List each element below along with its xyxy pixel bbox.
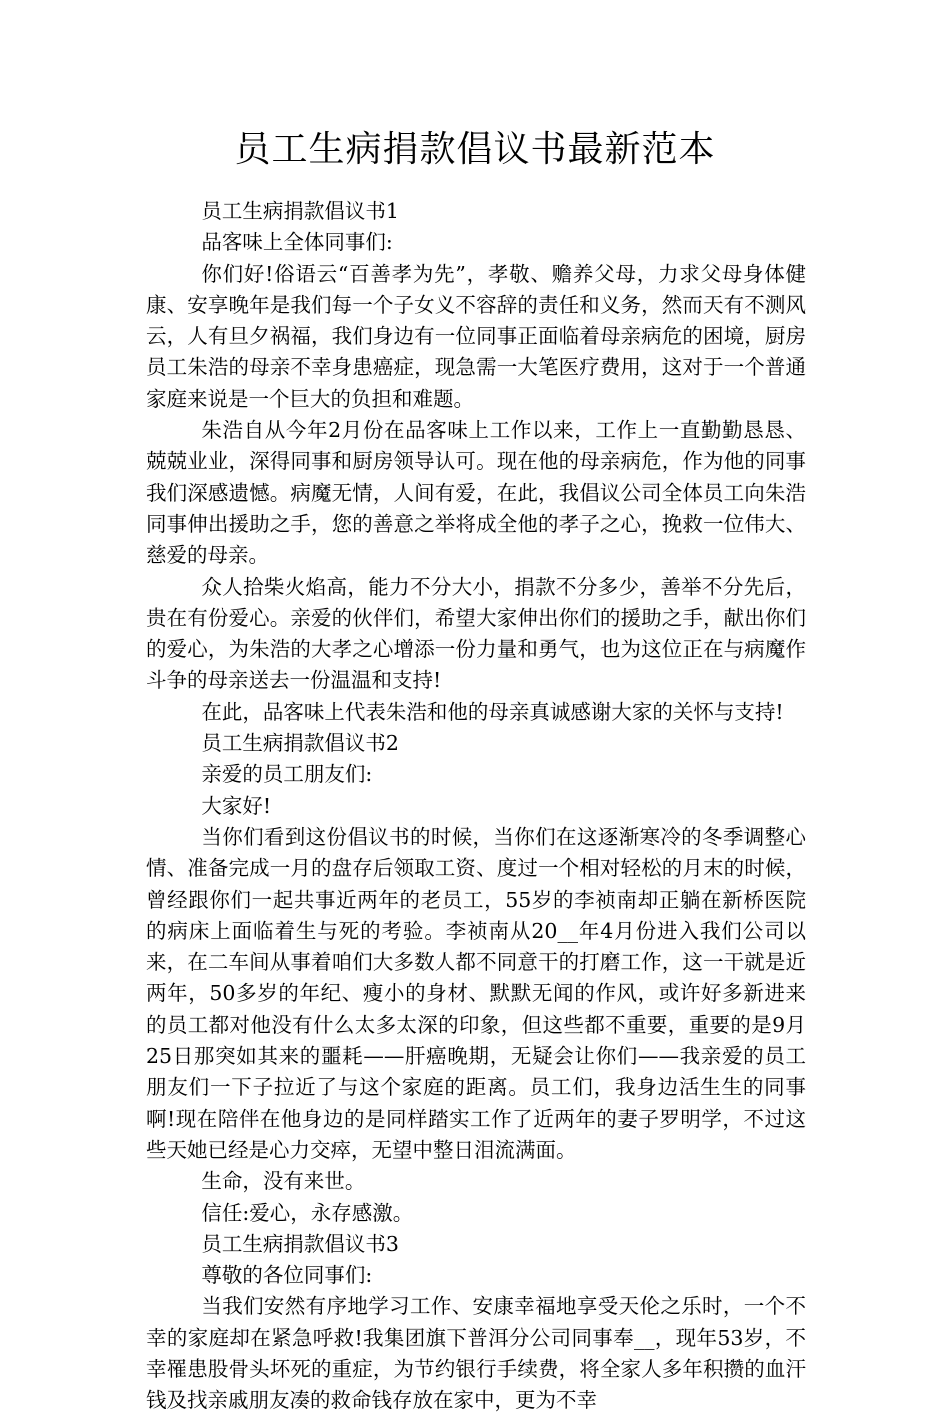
- salutation-1: 品客味上全体同事们:: [201, 230, 393, 255]
- body-paragraph: 当你们看到这份倡议书的时候，当你们在这逐渐寒冷的冬季调整心情、准备完成一月的盘存后领取工资、度过一个相对轻松的月末的时候，曾经跟你们一起共事近两年的老员工，55岁的李祯南却正躺在新桥医院的病床上面临着生与死的考验。李祯南从20__年4月份进入我们公司以来，在二车间从事着咱们大多数人都不同意干的打磨工作，这一干就是近两年，50多岁的年纪、瘦小的身材、默默无闻的作风，或许好多新进来的员工都对他没有什么太多太深的印象，但这些都不重要，重要的是9月25日那突如其来的噩耗——肝癌晚期，无疑会让你们——我亲爱的员工朋友们一下子拉近了与这个家庭的距离。员工们，我身边活生生的同事啊!现在陪伴在他身边的是同样踏实工作了近两年的妻子罗明学，不过这些天她已经是心力交瘁，无望中整日泪流满面。: [146, 824, 806, 1162]
- document-title: 员工生病捐款倡议书最新范本: [234, 129, 716, 170]
- section-heading-2: 员工生病捐款倡议书2: [201, 731, 399, 756]
- body-paragraph: 当我们安然有序地学习工作、安康幸福地享受天伦之乐时，一个不幸的家庭却在紧急呼救!我集团旗下普洱分公司同事奉__，现年53岁，不幸罹患股骨头坏死的重症，为节约银行手续费，将全家人多年积攒的血汗钱及找亲戚朋友凑的救命钱存放在家中，更为不幸: [146, 1294, 806, 1413]
- body-paragraph: 众人拾柴火焰高，能力不分大小，捐款不分多少，善举不分先后，贵在有份爱心。亲爱的伙伴们，希望大家伸出你们的援助之手，献出你们的爱心，为朱浩的大孝之心增添一份力量和勇气，也为这位正在与病魔作斗争的母亲送去一份温温和支持!: [146, 574, 806, 693]
- salutation-3: 尊敬的各位同事们:: [201, 1263, 373, 1288]
- salutation-2: 亲爱的员工朋友们:: [201, 762, 373, 787]
- section-heading-1: 员工生病捐款倡议书1: [201, 199, 399, 223]
- body-paragraph: 在此，品客味上代表朱浩和他的母亲真诚感谢大家的关怀与支持!: [201, 699, 784, 724]
- body-paragraph: 你们好!俗语云“百善孝为先”，孝敬、赡养父母，力求父母身体健康、安享晚年是我们每一个子女义不容辞的责任和义务，然而天有不测风云，人有旦夕祸福，我们身边有一位同事正面临着母亲病危的困境，厨房员工朱浩的母亲不幸身患癌症，现急需一大笔医疗费用，这对于一个普通家庭来说是一个巨大的负担和难题。: [146, 261, 806, 411]
- section-heading-3: 员工生病捐款倡议书3: [201, 1231, 399, 1256]
- document-body: [146, 196, 806, 1417]
- greeting: 大家好!: [201, 793, 272, 818]
- body-paragraph: 生命，没有来世。: [201, 1169, 366, 1194]
- body-paragraph: 信任:爱心，永存感激。: [201, 1200, 414, 1225]
- body-paragraph: 朱浩自从今年2月份在品客味上工作以来，工作上一直勤勤恳恳、兢兢业业，深得同事和厨房领导认可。现在他的母亲病危，作为他的同事我们深感遗憾。病魔无情，人间有爱，在此，我倡议公司全体员工向朱浩同事伸出援助之手，您的善意之举将成全他的孝子之心，挽救一位伟大、慈爱的母亲。: [146, 418, 806, 568]
